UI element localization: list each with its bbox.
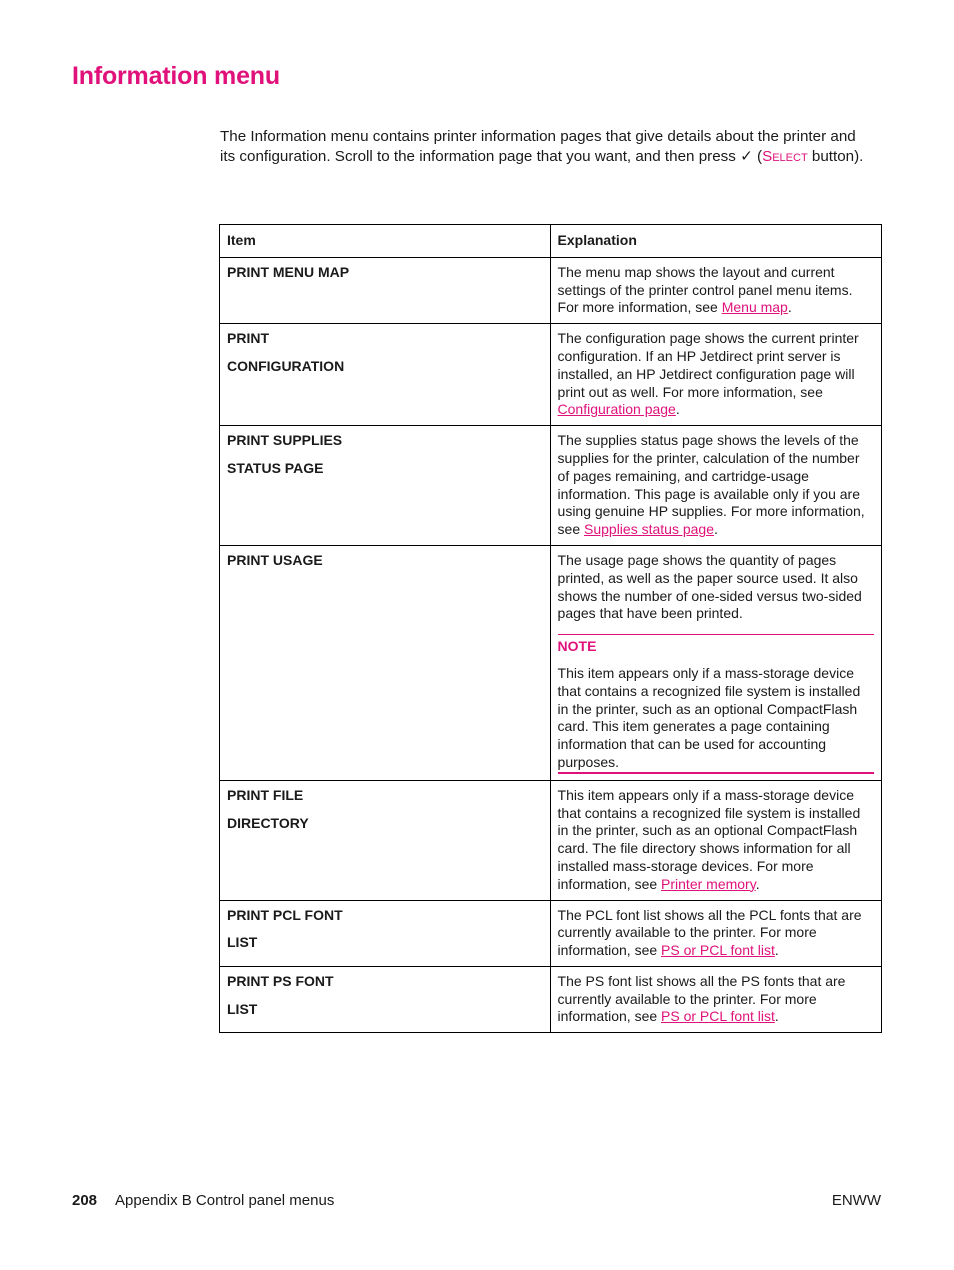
explanation-cell xyxy=(550,257,881,323)
item-cell xyxy=(220,545,551,780)
item-cell xyxy=(220,426,551,546)
footer-left xyxy=(72,1192,334,1209)
table-row xyxy=(220,426,882,546)
table-row xyxy=(220,780,882,900)
item-cell xyxy=(220,900,551,966)
explanation-cell xyxy=(550,966,881,1032)
item-name: LIST xyxy=(227,934,258,951)
explanation-text: The PS font list shows all the PS fonts that are currently available to the printer. For more information, see xyxy=(557,972,846,1025)
explanation-cell xyxy=(550,324,881,426)
item-name: LIST xyxy=(227,1000,258,1017)
column-header-item: Item xyxy=(220,225,551,258)
table-header-row xyxy=(220,225,882,258)
explanation-end: . xyxy=(787,299,792,316)
table-row xyxy=(220,900,882,966)
intro-paragraph xyxy=(220,127,870,166)
explanation-text: The supplies status page shows the levels of the supplies for the printer, calculation of the number of pages remaining, and cartridge-usage information. This page is available only if you are using genuine HP supplies. For more information, see xyxy=(557,432,865,538)
note-label: NOTE xyxy=(557,638,597,655)
page-title: Information menu xyxy=(72,62,280,90)
cross-reference-link[interactable]: Supplies status page xyxy=(584,521,714,538)
explanation-end: . xyxy=(774,1008,779,1025)
explanation-cell xyxy=(550,900,881,966)
explanation-cell xyxy=(550,426,881,546)
intro-open-paren: ( xyxy=(752,147,763,165)
intro-text-end: button). xyxy=(807,147,864,165)
table-row xyxy=(220,324,882,426)
cross-reference-link[interactable]: Menu map xyxy=(721,299,788,316)
information-menu-table xyxy=(219,224,882,1033)
footer-right: ENWW xyxy=(831,1192,881,1209)
table-body xyxy=(220,257,882,1032)
cross-reference-link[interactable]: PS or PCL font list xyxy=(661,942,775,959)
explanation-text: The menu map shows the layout and current settings of the printer control panel menu items. For more information, see xyxy=(557,263,853,316)
footer-section: Appendix B Control panel menus xyxy=(115,1192,335,1209)
checkmark-icon: ✓ xyxy=(740,147,753,165)
explanation-text: The PCL font list shows all the PCL fonts that are currently available to the printer. For more information, see xyxy=(557,906,862,959)
explanation-text: The configuration page shows the current printer configuration. If an HP Jetdirect print server is installed, an HP Jetdirect configuration page will print out as well. For more information, see xyxy=(557,330,859,400)
item-name: CONFIGURATION xyxy=(227,357,345,374)
cross-reference-link[interactable]: Configuration page xyxy=(557,401,676,418)
note-text: This item appears only if a mass-storage device that contains a recognized file system is installed in the printer, such as an optional CompactFlash card. This item generates a page containing information that can be used for accounting purposes. xyxy=(557,664,861,770)
item-name: PRINT MENU MAP xyxy=(227,263,350,280)
item-name: PRINT USAGE xyxy=(227,551,323,568)
explanation-cell xyxy=(550,780,881,900)
page-footer xyxy=(72,1192,881,1209)
column-header-explanation: Explanation xyxy=(550,225,881,258)
explanation-end: . xyxy=(755,875,760,892)
cross-reference-link[interactable]: Printer memory xyxy=(661,875,756,892)
explanation-text: The usage page shows the quantity of pages printed, as well as the paper source used. It also shows the number of one-sided versus two-sided pages that have been printed. xyxy=(557,551,862,622)
note-box xyxy=(558,634,874,774)
cross-reference-link[interactable]: PS or PCL font list xyxy=(661,1008,775,1025)
explanation-end: . xyxy=(774,942,779,959)
explanation-end: . xyxy=(713,521,718,538)
item-name: DIRECTORY xyxy=(227,814,309,831)
item-name: PRINT FILE xyxy=(227,786,304,803)
explanation-cell xyxy=(550,545,881,780)
item-cell xyxy=(220,780,551,900)
item-cell xyxy=(220,324,551,426)
item-name: PRINT SUPPLIES xyxy=(227,432,343,449)
item-name: PRINT PS FONT xyxy=(227,972,334,989)
select-button-label: Select xyxy=(762,147,808,165)
table-row xyxy=(220,257,882,323)
item-name: PRINT xyxy=(227,330,269,347)
intro-text: The Information menu contains printer information pages that give details about the printer and its configuration. Scroll to the information page that you want, and then press xyxy=(220,128,856,165)
item-cell xyxy=(220,966,551,1032)
page-number: 208 xyxy=(72,1192,98,1209)
table-row xyxy=(220,545,882,780)
table-row xyxy=(220,966,882,1032)
item-name: PRINT PCL FONT xyxy=(227,906,343,923)
item-cell xyxy=(220,257,551,323)
explanation-text: This item appears only if a mass-storage device that contains a recognized file system is installed in the printer, such as an optional CompactFlash card. The file directory shows information for all installed mass-storage devices. For more information, see xyxy=(557,786,861,892)
item-name: STATUS PAGE xyxy=(227,459,324,476)
explanation-end: . xyxy=(675,401,680,418)
